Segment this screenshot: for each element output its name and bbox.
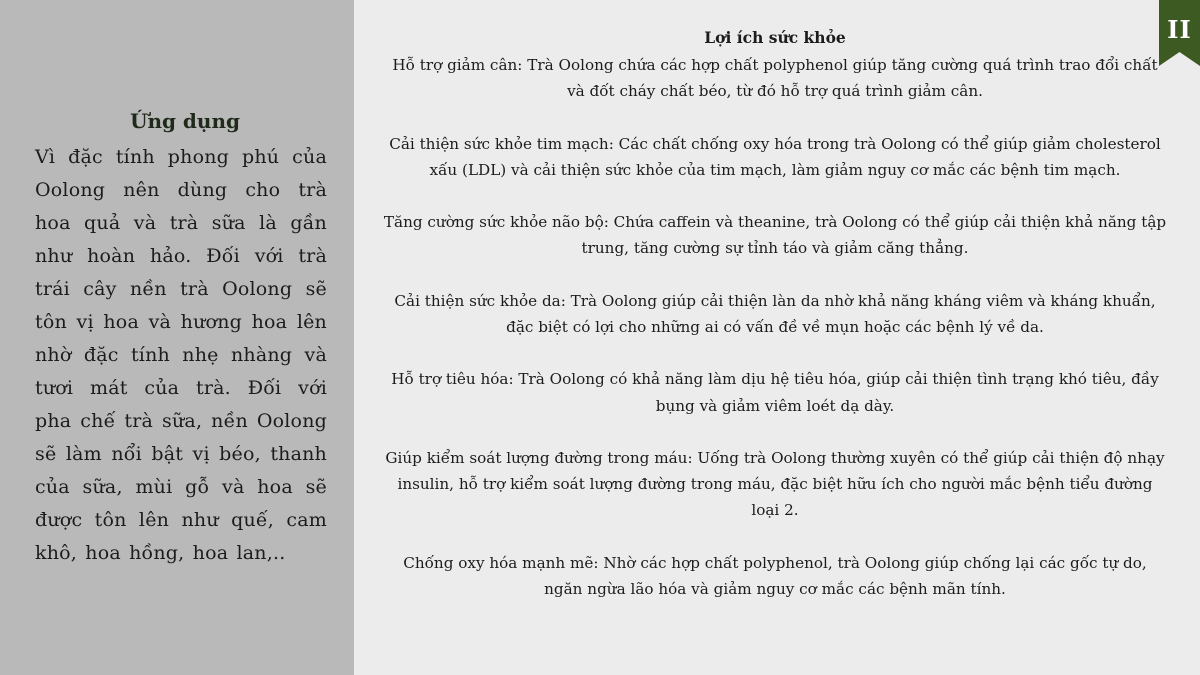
benefit-skin-health: Cải thiện sức khỏe da: Trà Oolong giúp cải thiện làn da nhờ khả năng kháng viêm và kháng khuẩn, đặc biệt có lợi cho những ai có vấn đề về mụn hoặc các bệnh lý về da. <box>394 291 1156 336</box>
benefit-brain-health: Tăng cường sức khỏe não bộ: Chứa caffein và theanine, trà Oolong có thể giúp cải thiện khả năng tập trung, tăng cường sự tỉnh táo và giảm căng thẳng. <box>383 213 1167 258</box>
benefit-antioxidant: Chống oxy hóa mạnh mẽ: Nhờ các hợp chất polyphenol, trà Oolong giúp chống lại các gốc tự do, ngăn ngừa lão hóa và giảm nguy cơ mắc các bệnh mãn tính. <box>403 553 1147 598</box>
applications-title: Ứng dụng <box>130 109 240 133</box>
section-badge <box>1159 0 1200 66</box>
section-number: II <box>1167 15 1192 44</box>
benefits-list <box>383 52 1167 628</box>
benefit-weight-loss: Hỗ trợ giảm cân: Trà Oolong chứa các hợp chất polyphenol giúp tăng cường quá trình trao đổi chất và đốt cháy chất béo, từ đó hỗ trợ quá trình giảm cân. <box>392 56 1158 101</box>
applications-body: Vì đặc tính phong phú của Oolong nên dùng cho trà hoa quả và trà sữa là gần như hoàn hảo. Đối với trà trái cây nền trà Oolong sẽ tôn vị hoa và hương hoa lên nhờ đặc tính nhẹ nhàng và tươi mát của trà. Đối với pha chế trà sữa, nền Oolong sẽ làm nổi bật vị béo, thanh của sữa, mùi gỗ và hoa sẽ được tôn lên như quế, cam khô, hoa hồng, hoa lan,.. <box>35 146 327 564</box>
benefit-heart-health: Cải thiện sức khỏe tim mạch: Các chất chống oxy hóa trong trà Oolong có thể giúp giảm cholesterol xấu (LDL) và cải thiện sức khỏe của tim mạch, làm giảm nguy cơ mắc các bệnh tim mạch. <box>389 134 1161 179</box>
benefit-digestion: Hỗ trợ tiêu hóa: Trà Oolong có khả năng làm dịu hệ tiêu hóa, giúp cải thiện tình trạng khó tiêu, đầy bụng và giảm viêm loét dạ dày. <box>391 370 1159 415</box>
health-benefits-title: Lợi ích sức khỏe <box>704 28 846 47</box>
benefit-blood-sugar: Giúp kiểm soát lượng đường trong máu: Uống trà Oolong thường xuyên có thể giúp cải thiện độ nhạy insulin, hỗ trợ kiểm soát lượng đường trong máu, đặc biệt hữu ích cho người mắc bệnh tiểu đường loại 2. <box>385 448 1165 520</box>
